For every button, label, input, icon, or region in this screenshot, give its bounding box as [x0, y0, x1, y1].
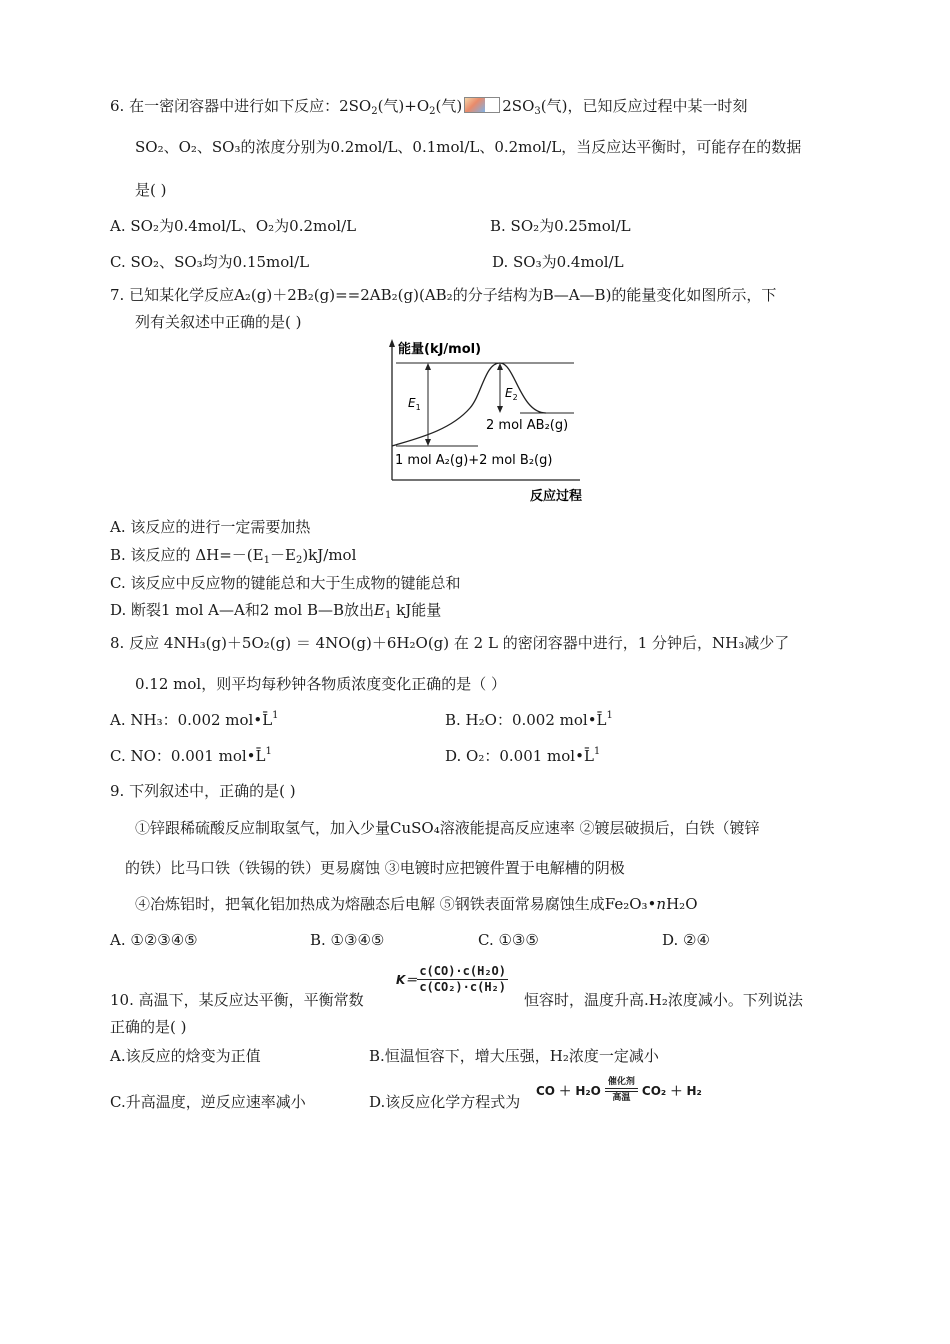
reactant-label: 1 mol A₂(g)+2 mol B₂(g) — [395, 453, 553, 468]
q7-option-d-part: kJ能量 — [391, 601, 442, 619]
q7-option-c: C. 该反应中反应物的键能总和大于生成物的键能总和 — [110, 574, 461, 592]
equilibrium-constant-formula — [396, 964, 508, 995]
q7-stem-line2: 列有关叙述中正确的是( ) — [135, 313, 302, 331]
catalyst-label: 催化剂 — [605, 1077, 638, 1089]
q7-option-d: D. 断裂1 mol A—A和2 mol B—B放出$E_1$ kJ能量 — [110, 601, 442, 621]
q8-option-a-text: A. NH₃：0.002 mol•L̄ — [110, 711, 273, 729]
q6-stem-part: (气) — [435, 97, 463, 115]
q6-option-c: C. SO₂、SO₃均为0.15mol/L — [110, 253, 310, 271]
q6-option-a: A. SO₂为0.4mol/L、O₂为0.2mol/L — [110, 217, 357, 235]
q10-stem-line1a: 10. 高温下，某反应达平衡，平衡常数 — [110, 991, 364, 1009]
q9-item-line2: 的铁）比马口铁（铁锡的铁）更易腐蚀 ③电镀时应把镀件置于电解槽的阴极 — [125, 859, 625, 877]
q7-option-d-part: E — [374, 601, 385, 619]
e1-label: $E_1$ — [408, 396, 421, 412]
x-axis-label: 反应过程 — [530, 489, 583, 504]
q9-option-b: B. ①③④⑤ — [310, 931, 385, 949]
q8-option-b — [445, 710, 613, 730]
equation-left: CO ＋ H₂O — [536, 1084, 601, 1098]
equation-arrow — [605, 1077, 638, 1104]
q9-item-line3 — [135, 894, 698, 914]
q8-exponent: 1 — [593, 746, 601, 757]
e2-arrowhead-bottom — [497, 406, 503, 413]
q6-stem-part: (气)+O — [377, 97, 430, 115]
q7-option-b: B. 该反应的 $\Delta H=-(E_1-E_2)kJ$/mol — [110, 546, 357, 566]
q7-option-a: A. 该反应的进行一定需要加热 — [110, 518, 311, 536]
q9-option-d: D. ②④ — [662, 931, 710, 949]
q6-option-b: B. SO₂为0.25mol/L — [490, 217, 631, 235]
q9-item-part: H₂O — [666, 895, 698, 913]
e2-label: $E_2$ — [505, 386, 518, 402]
k-denominator: c(CO₂)·c(H₂) — [419, 980, 507, 994]
q8-stem-line2: 0.12 mol，则平均每秒钟各物质浓度变化正确的是（ ） — [135, 675, 506, 693]
q8-stem-line1: 8. 反应 4NH₃(g)＋5O₂(g) ＝ 4NO(g)＋6H₂O(g) 在 2 L 的密闭容器中进行，1 分钟后，NH₃减少了 — [110, 634, 790, 652]
k-fraction — [417, 964, 508, 995]
e2-arrowhead-top — [497, 363, 503, 370]
q7-option-b-part: －E — [270, 546, 296, 564]
q8-option-d-text: D. O₂：0.001 mol•L̄ — [445, 747, 594, 765]
q6-option-d: D. SO₃为0.4mol/L — [492, 253, 624, 271]
q8-option-a — [110, 710, 279, 730]
q7-stem-line1: 7. 已知某化学反应A₂(g)＋2B₂(g)==2AB₂(g)(AB₂的分子结构为B—A—B)的能量变化如图所示，下 — [110, 286, 777, 304]
q10-option-d: D.该反应化学方程式为 — [369, 1093, 521, 1111]
k-numerator: c(CO)·c(H₂O) — [419, 964, 507, 978]
temperature-label: 高温 — [605, 1091, 638, 1104]
q7-option-b-part: )kJ/mol — [302, 546, 357, 564]
e1-arrowhead-top — [425, 363, 431, 370]
product-label: 2 mol AB₂(g) — [486, 418, 569, 433]
q6-stem-line1: 6. 在一密闭容器中进行如下反应：$2SO_2$(气)$+O_2$(气) $2SO_3$(气)，已知反应过程中某一时刻 — [110, 97, 748, 117]
q9-stem: 9. 下列叙述中，正确的是( ) — [110, 782, 296, 800]
q10-option-b: B.恒温恒容下，增大压强，H₂浓度一定减小 — [369, 1047, 659, 1065]
q9-item-line1: ①锌跟稀硫酸反应制取氢气，加入少量CuSO₄溶液能提高反应速率 ②镀层破损后，白铁（镀锌 — [135, 819, 760, 837]
q8-option-c — [110, 746, 272, 766]
reaction-equation — [536, 1077, 702, 1104]
q10-option-c: C.升高温度，逆反应速率减小 — [110, 1093, 306, 1111]
q6-stem-part: (气)，已知反应过程中某一时刻 — [540, 97, 748, 115]
q6-stem-part: 6. 在一密闭容器中进行如下反应：2SO — [110, 97, 372, 115]
energy-diagram — [370, 336, 605, 508]
q7-option-d-part: D. 断裂1 mol A—A和2 mol B—B放出 — [110, 601, 375, 619]
q8-exponent: 1 — [606, 710, 613, 721]
q8-exponent: 1 — [265, 746, 272, 757]
q6-stem-part: 2SO — [502, 97, 535, 115]
q7-option-b-part: B. 该反应的 ΔH=－(E — [110, 546, 264, 564]
q9-option-c: C. ①③⑤ — [478, 931, 539, 949]
q8-exponent: 1 — [272, 710, 279, 721]
q8-option-b-text: B. H₂O：0.002 mol•L̄ — [445, 711, 607, 729]
q8-option-d — [445, 746, 600, 766]
q8-option-c-text: C. NO：0.001 mol•L̄ — [110, 747, 266, 765]
q10-option-a: A.该反应的焓变为正值 — [110, 1047, 261, 1065]
reversible-arrow-icon — [464, 97, 486, 113]
equation-right: CO₂ ＋ H₂ — [641, 1084, 702, 1098]
q9-option-a: A. ①②③④⑤ — [110, 931, 198, 949]
q9-item-part: n — [656, 895, 667, 913]
k-symbol: K＝ — [396, 973, 418, 987]
q6-stem-line3: 是( ) — [135, 181, 167, 199]
y-axis-arrowhead — [389, 339, 395, 347]
q10-stem-line1b: 恒容时，温度升高.H₂浓度减小。下列说法 — [524, 991, 803, 1009]
q10-stem-line2: 正确的是( ) — [110, 1018, 187, 1036]
e1-arrowhead-bottom — [425, 439, 431, 446]
q6-stem-line2: SO₂、O₂、SO₃的浓度分别为0.2mol/L、0.1mol/L、0.2mol/L，当反应达平衡时，可能存在的数据 — [135, 138, 802, 156]
q9-item-part: ④冶炼铝时，把氧化铝加热成为熔融态后电解 ⑤钢铁表面常易腐蚀生成Fe₂O₃• — [135, 895, 657, 913]
y-axis-label: 能量(kJ/mol) — [398, 342, 482, 357]
